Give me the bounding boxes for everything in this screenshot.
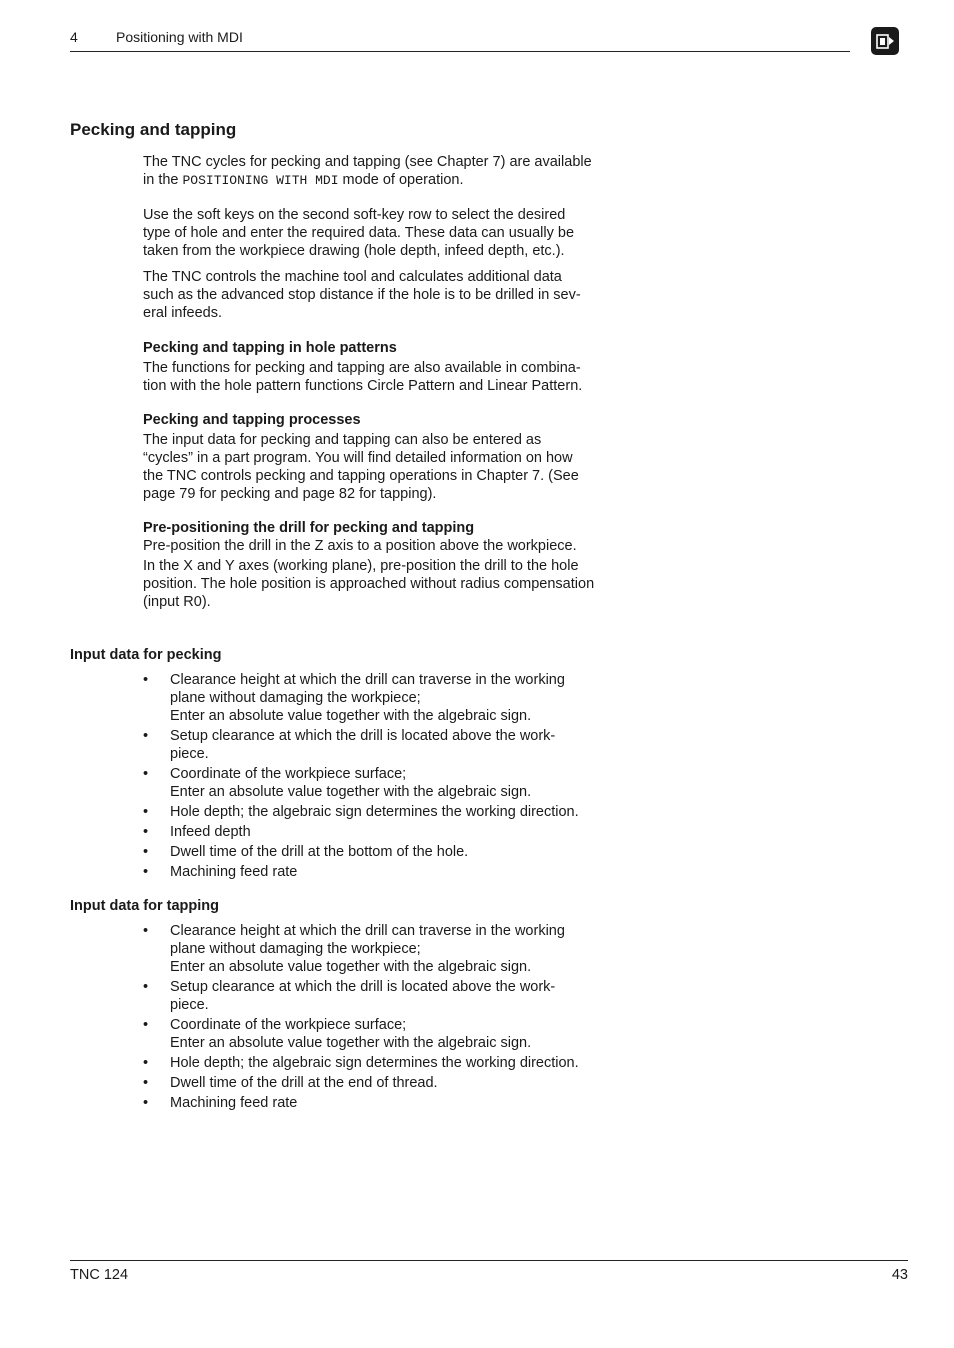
- list-item-line: Coordinate of the workpiece surface;: [170, 1017, 407, 1033]
- list-item-line: Hole depth; the algebraic sign determines the working direction.: [170, 1055, 579, 1071]
- list-item-line: Setup clearance at which the drill is located above the work-: [170, 728, 556, 744]
- text-line: Use the soft keys on the second soft-key row to select the desired: [143, 207, 566, 223]
- text-line: “cycles” in a part program. You will find detailed information on how: [143, 450, 573, 466]
- text-line: The input data for pecking and tapping can also be entered as: [143, 432, 542, 448]
- list-item-line: piece.: [170, 997, 209, 1013]
- list-item: [143, 823, 643, 841]
- text-line: page 79 for pecking and page 82 for tapping).: [143, 486, 437, 502]
- list-item-line: Coordinate of the workpiece surface;: [170, 766, 407, 782]
- bullet-marker: •: [143, 923, 149, 939]
- list-item-line: Dwell time of the drill at the end of thread.: [170, 1075, 438, 1091]
- bullet-marker: •: [143, 979, 149, 995]
- text-line: The TNC controls the machine tool and calculates additional data: [143, 269, 562, 285]
- list-item-line: Infeed depth: [170, 824, 251, 840]
- pecking-heading: Input data for pecking: [70, 647, 222, 663]
- mode-name: POSITIONING WITH MDI: [182, 173, 339, 188]
- text-line: taken from the workpiece drawing (hole depth, infeed depth, etc.).: [143, 243, 565, 259]
- text-line: The TNC cycles for pecking and tapping (see Chapter 7) are available: [143, 154, 592, 170]
- chapter-number: 4: [70, 29, 78, 45]
- header-rule: [70, 51, 850, 52]
- chapter-title: Positioning with MDI: [116, 29, 243, 45]
- list-item: [143, 1016, 643, 1052]
- list-item-line: Enter an absolute value together with the algebraic sign.: [170, 959, 532, 975]
- bullet-marker: •: [143, 1075, 149, 1091]
- list-item: [143, 843, 643, 861]
- list-item: [143, 803, 643, 821]
- list-item-line: Clearance height at which the drill can traverse in the working: [170, 672, 565, 688]
- text-line: the TNC controls pecking and tapping operations in Chapter 7. (See: [143, 468, 579, 484]
- bullet-marker: •: [143, 864, 149, 880]
- text-line: such as the advanced stop distance if the hole is to be drilled in sev-: [143, 287, 581, 303]
- bullet-marker: •: [143, 1017, 149, 1033]
- bullet-marker: •: [143, 1095, 149, 1111]
- list-item: [143, 1094, 643, 1112]
- intro-paragraph-2: [143, 206, 643, 260]
- list-item-line: piece.: [170, 746, 209, 762]
- list-item: [143, 765, 643, 801]
- intro-paragraph-3: [143, 268, 643, 322]
- bullet-marker: •: [143, 766, 149, 782]
- list-item: [143, 671, 643, 725]
- bullet-marker: •: [143, 1055, 149, 1071]
- text-line: The functions for pecking and tapping are also available in combina-: [143, 360, 581, 376]
- list-item: [143, 922, 643, 976]
- text-fragment: mode of operation.: [338, 172, 464, 188]
- tapping-heading: Input data for tapping: [70, 898, 220, 914]
- bullet-marker: •: [143, 804, 149, 820]
- list-item: [143, 863, 643, 881]
- list-item-line: Machining feed rate: [170, 1095, 298, 1111]
- text-line: tion with the hole pattern functions Circle Pattern and Linear Pattern.: [143, 378, 583, 394]
- list-item-line: Hole depth; the algebraic sign determines the working direction.: [170, 804, 579, 820]
- text-line: In the X and Y axes (working plane), pre-position the drill to the hole: [143, 558, 579, 574]
- list-item-line: Enter an absolute value together with the algebraic sign.: [170, 1035, 532, 1051]
- text-fragment: in the: [143, 172, 183, 188]
- list-item: [143, 978, 643, 1014]
- intro-paragraph-1: [143, 153, 643, 190]
- footer-product: TNC 124: [70, 1267, 129, 1283]
- list-item-line: Enter an absolute value together with the algebraic sign.: [170, 708, 532, 724]
- list-item-line: plane without damaging the workpiece;: [170, 941, 421, 957]
- bullet-marker: •: [143, 672, 149, 688]
- list-item-line: Clearance height at which the drill can traverse in the working: [170, 923, 565, 939]
- prepositioning-block: [143, 519, 643, 611]
- text-line: position. The hole position is approached without radius compensation: [143, 576, 595, 592]
- list-item-line: Dwell time of the drill at the bottom of the hole.: [170, 844, 469, 860]
- text-line: eral infeeds.: [143, 305, 222, 321]
- tapping-list: [143, 922, 643, 1114]
- text-line: Pre-position the drill in the Z axis to a position above the workpiece.: [143, 538, 577, 554]
- list-item: [143, 727, 643, 763]
- processes-block: [143, 411, 643, 503]
- list-item-line: plane without damaging the workpiece;: [170, 690, 421, 706]
- bullet-marker: •: [143, 844, 149, 860]
- subheading: Pecking and tapping in hole patterns: [143, 340, 397, 356]
- footer-rule: [70, 1260, 908, 1261]
- text-line: [143, 171, 643, 190]
- bullet-marker: •: [143, 824, 149, 840]
- list-item: [143, 1074, 643, 1092]
- list-item-line: Setup clearance at which the drill is located above the work-: [170, 979, 556, 995]
- hole-patterns-block: [143, 339, 643, 395]
- pecking-list: [143, 671, 643, 883]
- list-item-line: Enter an absolute value together with the algebraic sign.: [170, 784, 532, 800]
- subheading: Pre-positioning the drill for pecking and tapping: [143, 520, 475, 536]
- section-title: Pecking and tapping: [70, 120, 237, 139]
- bullet-marker: •: [143, 728, 149, 744]
- list-item-line: Machining feed rate: [170, 864, 298, 880]
- mdi-mode-icon: [871, 27, 899, 55]
- list-item: [143, 1054, 643, 1072]
- subheading: Pecking and tapping processes: [143, 412, 361, 428]
- text-line: type of hole and enter the required data. These data can usually be: [143, 225, 575, 241]
- page-number: 43: [891, 1267, 908, 1283]
- text-line: (input R0).: [143, 594, 211, 610]
